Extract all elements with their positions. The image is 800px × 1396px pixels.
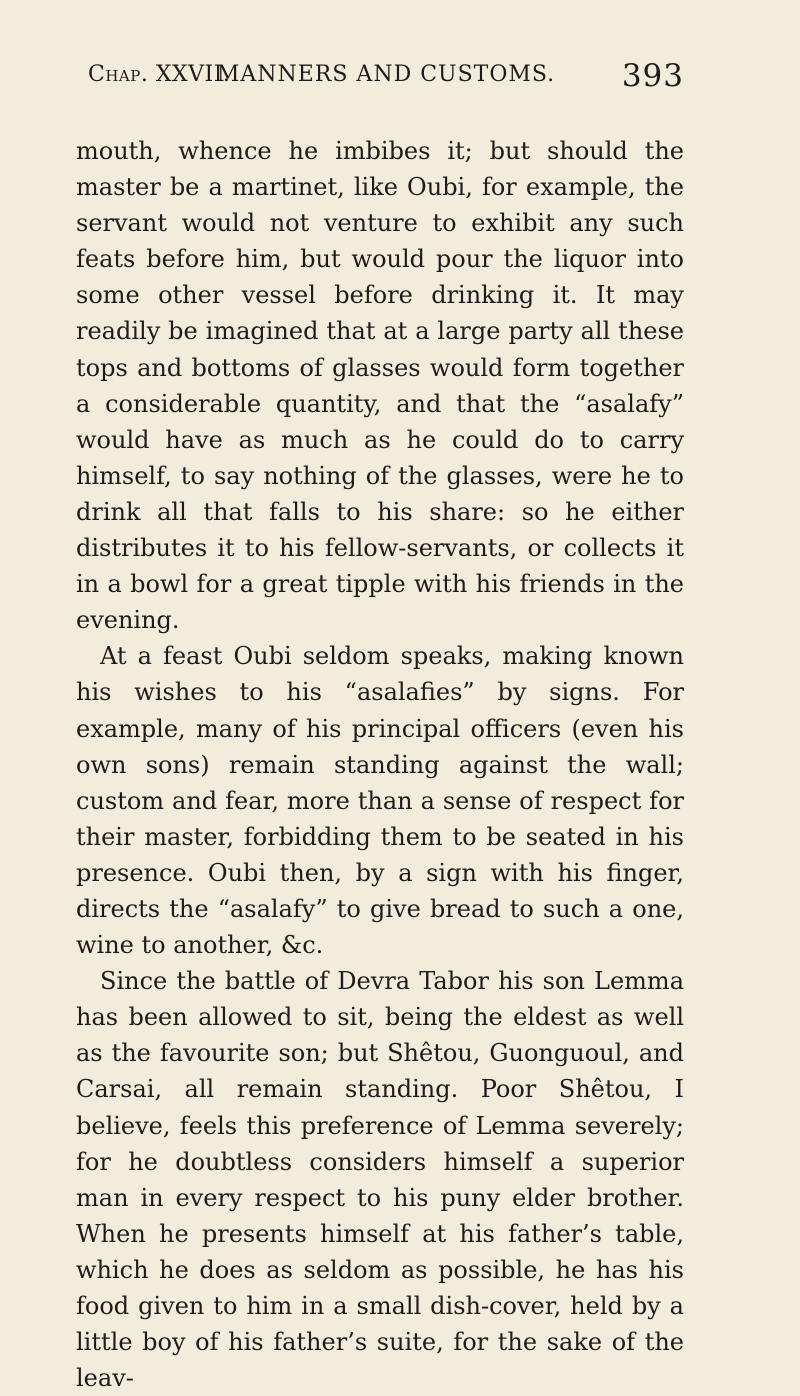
- chapter-label: Chap. XXVII.: [88, 62, 231, 87]
- paragraph-1: mouth, whence he imbibes it; but should the master be a martinet, like Oubi, for example, the servant would not venture to exhibit any such feats before him, but would pour the liquor into some other vessel before drinking it. It may readily be imagined that at a large party all these tops and bottoms of glasses would form together a considerable quantity, and that the “asalafy” would have as much as he could do to carry himself, to say nothing of the glasses, were he to drink all that falls to his share: so he either distributes it to his fellow-servants, or collects it in a bowl for a great tipple with his friends in the evening.: [76, 137, 684, 635]
- section-title: MANNERS AND CUSTOMS.: [216, 62, 556, 87]
- paragraph-2: At a feast Oubi seldom speaks, making known his wishes to his “asalafies” by signs. For example, many of his principal officers (even his own sons) remain standing against the wall; custom and fear, more than a sense of respect for their master, forbidding them to be seated in his presence. Oubi then, by a sign with his finger, directs the “asalafy” to give bread to such a one, wine to another, &c.: [76, 642, 684, 960]
- paragraph-3: Since the battle of Devra Tabor his son Lemma has been allowed to sit, being the eldest as well as the favourite son; but Shêtou, Guonguoul, and Carsai, all remain standing. Poor Shêtou, I believe, feels this preference of Lemma severely; for he doubtless considers himself a superior man in every respect to his puny elder brother. When he presents himself at his father’s table, which he does as seldom as possible, he has his food given to him in a small dish-cover, held by a little boy of his father’s suite, for the sake of the leav-: [76, 967, 684, 1393]
- running-header: [88, 58, 684, 102]
- body-text: [76, 133, 684, 1396]
- page-number: 393: [621, 58, 684, 94]
